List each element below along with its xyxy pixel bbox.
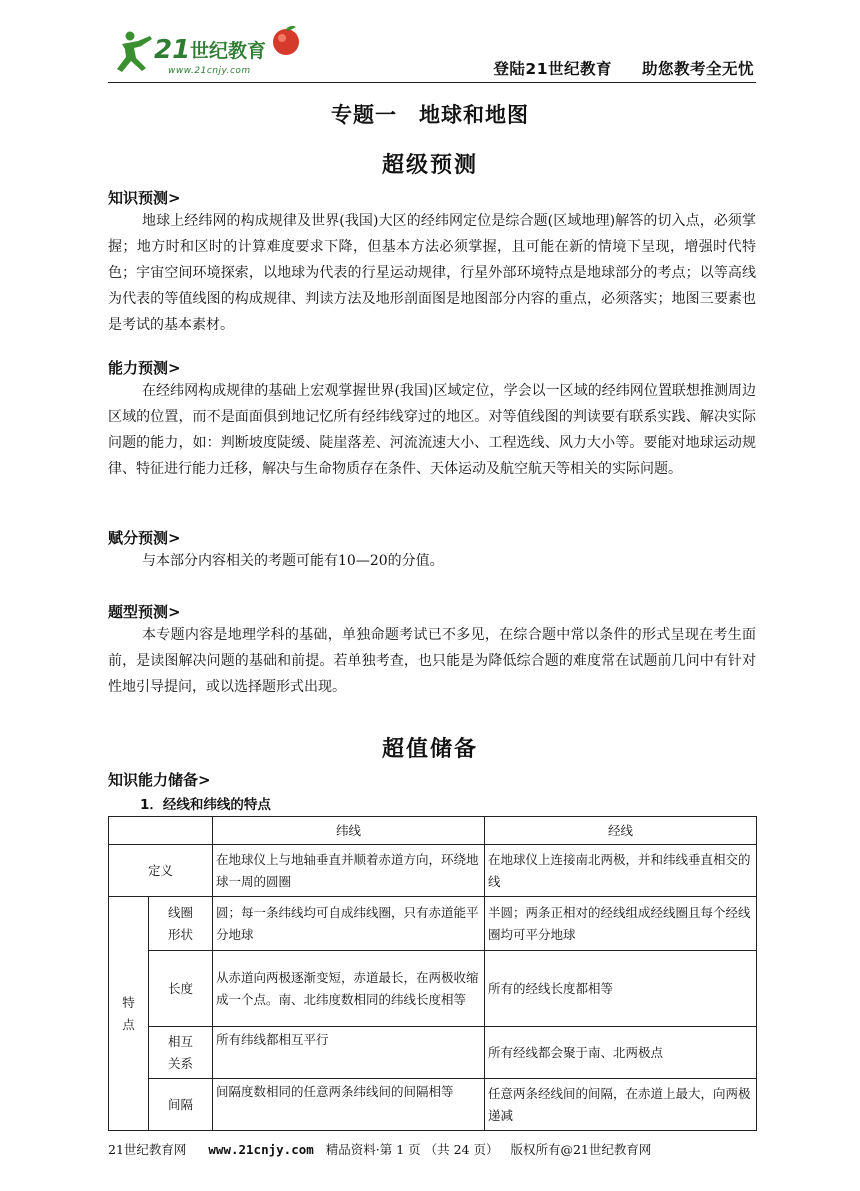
row-label-definition: 定义 bbox=[109, 845, 213, 897]
table-row bbox=[109, 897, 757, 951]
shape-label: 线圈形状 bbox=[167, 904, 193, 942]
header-slogan bbox=[493, 57, 754, 79]
heading-score: 赋分预测> bbox=[108, 529, 181, 547]
heading-ability: 能力预测> bbox=[108, 359, 181, 377]
row-label-relation bbox=[149, 1027, 213, 1079]
cell-weft-definition: 在地球仪上与地轴垂直并顺着赤道方向，环绕地球一周的圆圈 bbox=[213, 845, 485, 897]
cell-warp-interval: 任意两条经线间的间隔，在赤道上最大，向两极递减 bbox=[485, 1079, 757, 1131]
table-row bbox=[109, 1027, 757, 1079]
footer-copyright: 版权所有@21世纪教育网 bbox=[510, 1142, 652, 1157]
section-title-reserve: 超值储备 bbox=[381, 737, 478, 762]
cell-warp-shape: 半圆；两条正相对的经线组成经线圈且每个经线圈均可平分地球 bbox=[485, 897, 757, 951]
cell-warp-relation: 所有经线都会聚于南、北两极点 bbox=[485, 1027, 757, 1079]
page-footer bbox=[108, 1140, 756, 1158]
relation-label: 相互关系 bbox=[167, 1033, 193, 1071]
slogan-right: 助您教考全无忧 bbox=[641, 60, 754, 78]
features-label: 特点 bbox=[122, 994, 135, 1032]
heading-knowledge-reserve: 知识能力储备> bbox=[108, 771, 211, 789]
table-corner-cell bbox=[109, 817, 213, 845]
slogan-left: 登陆21世纪教育 bbox=[493, 60, 612, 78]
paragraph-question-type: 本专题内容是地理学科的基础，单独命题考试已不多见，在综合题中常以条件的形式呈现在考生面前，是读图解决问题的基础和前提。若单独考查，也只能是为降低综合题的难度常在试题前几问中有针对性地引导提问，或以选择题形式出现。 bbox=[108, 627, 756, 695]
table-header-row bbox=[109, 817, 757, 845]
cell-warp-length: 所有的经线长度都相等 bbox=[485, 951, 757, 1027]
heading-knowledge: 知识预测> bbox=[108, 189, 181, 207]
row-label-shape bbox=[149, 897, 213, 951]
heading-question-type: 题型预测> bbox=[108, 603, 181, 621]
cell-weft-relation: 所有纬线都相互平行 bbox=[213, 1027, 485, 1079]
row-label-interval: 间隔 bbox=[149, 1079, 213, 1131]
row-label-features bbox=[109, 897, 149, 1131]
paragraph-score: 与本部分内容相关的考题可能有10—20的分值。 bbox=[142, 553, 444, 569]
paragraph-knowledge: 地球上经纬网的构成规律及世界(我国)大区的经纬网定位是综合题(区域地理)解答的切入点，必须掌握；地方时和区时的计算难度要求下降，但基本方法必须掌握，且可能在新的情境下呈现，增强时代特色；宇宙空间环境探索，以地球为代表的行星运动规律，行星外部环境特点是地球部分的考点；以等高线为代表的等值线图的构成规律、判读方法及地形剖面图是地图部分内容的重点，必须落实；地图三要素也是考试的基本素材。 bbox=[108, 213, 756, 333]
logo-url: www.21cnjy.com bbox=[168, 66, 251, 76]
table-row bbox=[109, 1079, 757, 1131]
cell-weft-shape: 圆；每一条纬线均可自成纬线圈，只有赤道能平分地球 bbox=[213, 897, 485, 951]
cell-weft-interval: 间隔度数相同的任意两条纬线间的间隔相等 bbox=[213, 1079, 485, 1131]
row-label-length: 长度 bbox=[149, 951, 213, 1027]
latitude-longitude-table bbox=[108, 816, 757, 1131]
footer-page-info: 精品资料·第 1 页 （共 24 页） bbox=[325, 1142, 499, 1157]
svg-text:21: 21 bbox=[154, 35, 191, 65]
page-header bbox=[108, 24, 756, 83]
footer-site: 21世纪教育网 bbox=[108, 1142, 187, 1157]
cell-warp-definition: 在地球仪上连接南北两极，并和纬线垂直相交的线 bbox=[485, 845, 757, 897]
paragraph-ability: 在经纬网构成规律的基础上宏观掌握世界(我国)区域定位，学会以一区域的经纬网位置联想推测周边区域的位置，而不是面面俱到地记忆所有经纬线穿过的地区。对等值线图的判读要有联系实践、解决实际问题的能力，如：判断坡度陡缓、陡崖落差、河流流速大小、工程选线、风力大小等。要能对地球运动规律、特征进行能力迁移，解决与生命物质存在条件、天体运动及航空航天等相关的实际问题。 bbox=[108, 383, 756, 477]
table-row bbox=[109, 845, 757, 897]
header-warp: 经线 bbox=[485, 817, 757, 845]
table-title: 1．经线和纬线的特点 bbox=[140, 797, 271, 813]
table-row bbox=[109, 951, 757, 1027]
section-title-forecast: 超级预测 bbox=[381, 153, 478, 178]
svg-text:世纪教育: 世纪教育 bbox=[190, 40, 267, 62]
page-title: 专题一 地球和地图 bbox=[331, 103, 529, 127]
footer-url: www.21cnjy.com bbox=[208, 1142, 314, 1157]
cell-weft-length: 从赤道向两极逐渐变短，赤道最长，在两极收缩成一个点。南、北纬度数相同的纬线长度相等 bbox=[213, 951, 485, 1027]
header-weft: 纬线 bbox=[213, 817, 485, 845]
